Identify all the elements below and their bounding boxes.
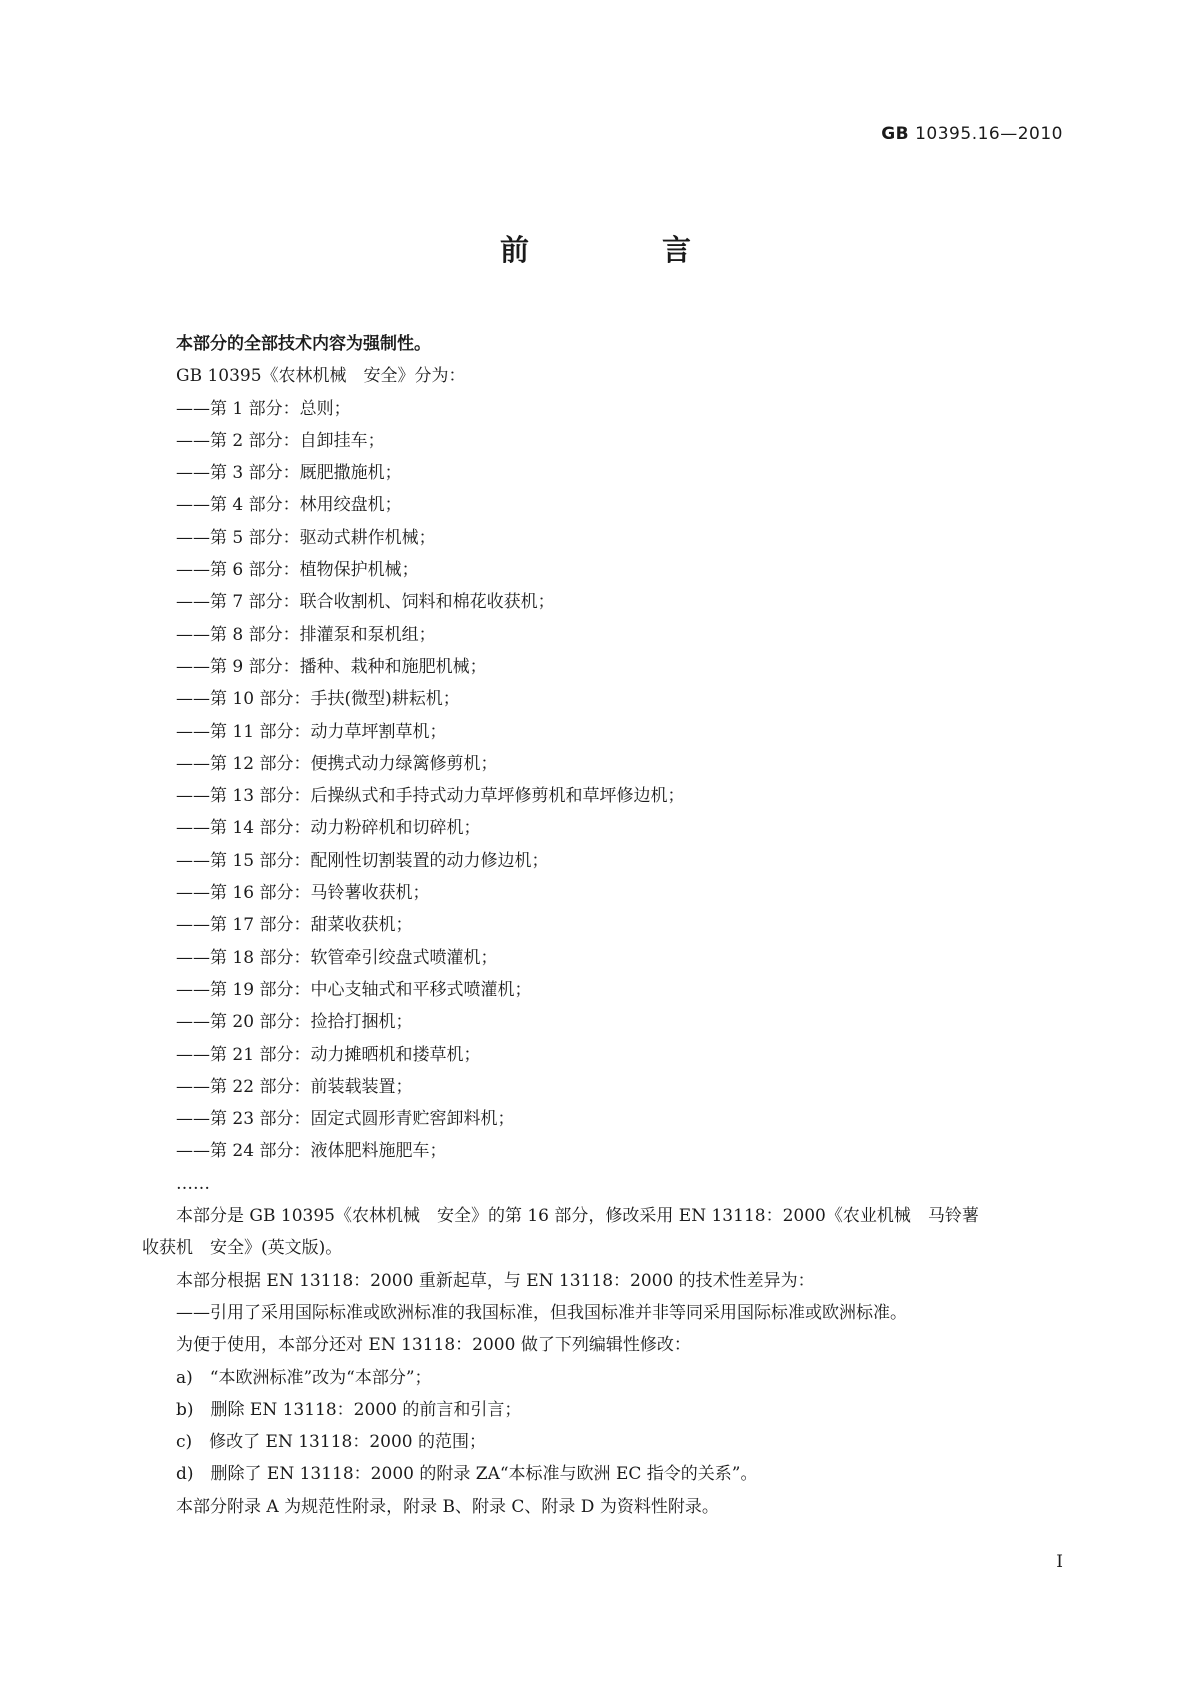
part-item: ——第 10 部分：手扶(微型)耕耘机； — [176, 689, 460, 710]
page-number: I — [1056, 1552, 1063, 1572]
part-item: ——第 11 部分：动力草坪割草机； — [176, 721, 447, 742]
part-item: ——第 18 部分：软管牵引绞盘式喷灌机； — [176, 947, 498, 968]
adoption-statement: 本部分是 GB 10395《农林机械 安全》的第 16 部分，修改采用 EN 13118：2000《农业机械 马铃薯 — [176, 1206, 979, 1227]
adoption-statement-continued: 收获机 安全》(英文版)。 — [142, 1238, 343, 1259]
annex-note: 本部分附录 A 为规范性附录，附录 B、附录 C、附录 D 为资料性附录。 — [176, 1496, 719, 1517]
part-item: ——第 21 部分：动力摊晒机和搂草机； — [176, 1044, 481, 1065]
editorial-item: d) 删除了 EN 13118：2000 的附录 ZA“本标准与欧洲 EC 指令的关系”。 — [176, 1464, 758, 1485]
technical-difference: ——引用了采用国际标准或欧洲标准的我国标准，但我国标准并非等同采用国际标准或欧洲标准。 — [176, 1302, 907, 1323]
part-item: ——第 9 部分：播种、栽种和施肥机械； — [176, 656, 487, 677]
part-item: ——第 15 部分：配刚性切割装置的动力修边机； — [176, 850, 549, 871]
mandatory-statement: 本部分的全部技术内容为强制性。 — [176, 334, 431, 354]
part-item: ——第 8 部分：排灌泵和泵机组； — [176, 624, 436, 645]
editorial-item: c) 修改了 EN 13118：2000 的范围； — [176, 1432, 486, 1453]
part-item: ——第 1 部分：总则； — [176, 398, 351, 419]
editorial-item: b) 删除 EN 13118：2000 的前言和引言； — [176, 1399, 522, 1420]
part-item: ——第 6 部分：植物保护机械； — [176, 560, 419, 581]
page-title: 前 言 — [499, 233, 743, 267]
part-item: ——第 12 部分：便携式动力绿篱修剪机； — [176, 753, 498, 774]
part-item: ——第 19 部分：中心支轴式和平移式喷灌机； — [176, 979, 532, 1000]
standard-number — [881, 124, 1063, 144]
part-item: ——第 5 部分：驱动式耕作机械； — [176, 527, 436, 548]
editorial-intro: 为便于使用，本部分还对 EN 13118：2000 做了下列编辑性修改： — [176, 1335, 691, 1356]
parts-list — [176, 393, 1066, 1168]
part-item: ——第 4 部分：林用绞盘机； — [176, 495, 402, 516]
part-item: ——第 13 部分：后操纵式和手持式动力草坪修剪机和草坪修边机； — [176, 786, 685, 807]
editorial-list — [176, 1362, 1066, 1491]
part-item: ——第 16 部分：马铃薯收获机； — [176, 883, 430, 904]
part-item: ——第 17 部分：甜菜收获机； — [176, 915, 413, 936]
part-item: ——第 14 部分：动力粉碎机和切碎机； — [176, 818, 481, 839]
ellipsis: …… — [176, 1173, 210, 1194]
series-intro: GB 10395《农林机械 安全》分为： — [176, 366, 466, 387]
standard-code: 10395.16—2010 — [915, 124, 1063, 144]
part-item: ——第 7 部分：联合收割机、饲料和棉花收获机； — [176, 592, 555, 613]
part-item: ——第 24 部分：液体肥料施肥车； — [176, 1141, 447, 1162]
part-item: ——第 3 部分：厩肥撒施机； — [176, 463, 402, 484]
redraft-statement: 本部分根据 EN 13118：2000 重新起草，与 EN 13118：2000 的技术性差异为： — [176, 1270, 815, 1291]
part-item: ——第 22 部分：前装载装置； — [176, 1076, 413, 1097]
editorial-item: a) “本欧洲标准”改为“本部分”； — [176, 1367, 432, 1388]
standard-prefix: GB — [881, 124, 910, 144]
foreword-body — [142, 328, 1066, 1523]
part-item: ——第 2 部分：自卸挂车； — [176, 430, 385, 451]
part-item: ——第 23 部分：固定式圆形青贮窖卸料机； — [176, 1109, 515, 1130]
part-item: ——第 20 部分：捡拾打捆机； — [176, 1012, 413, 1033]
